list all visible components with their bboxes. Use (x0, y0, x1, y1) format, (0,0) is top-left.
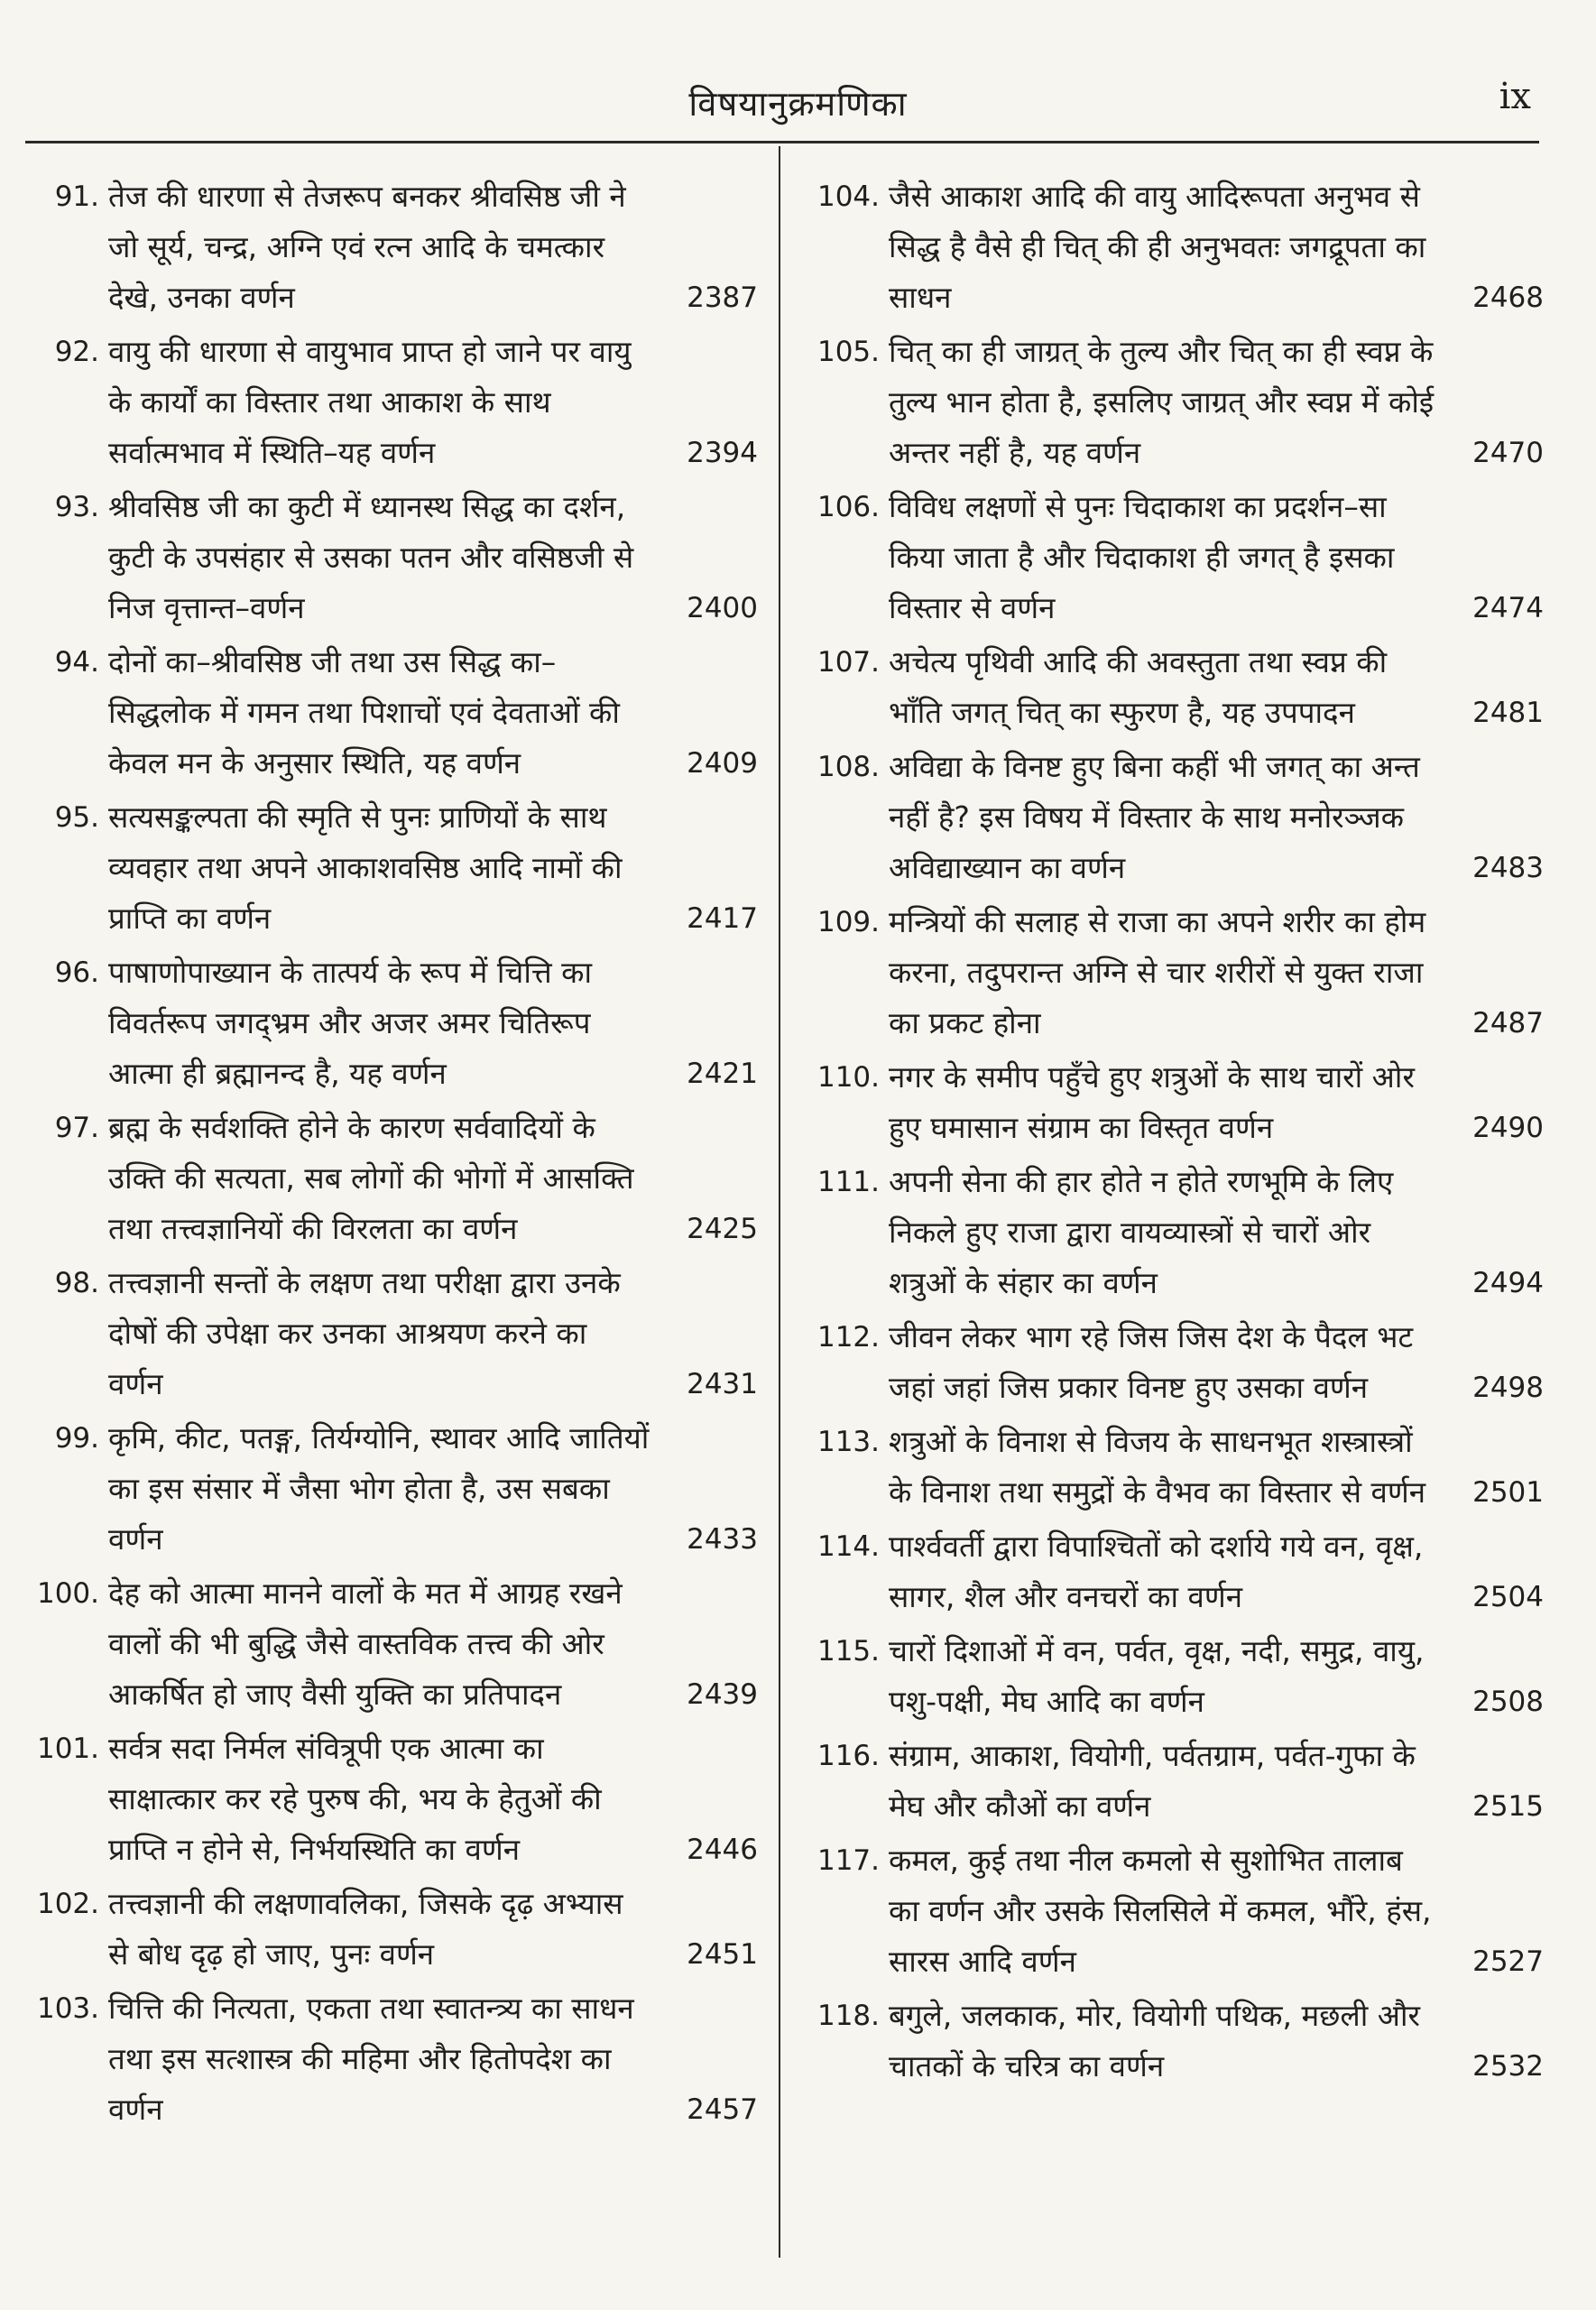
entry-title: नगर के समीप पहुँचे हुए शत्रुओं के साथ चारों ओर हुए घमासान संग्राम का विस्तृत वर्णन (889, 1059, 1415, 1145)
page-header (0, 0, 1596, 135)
entry-page: 2433 (687, 1523, 758, 1556)
entry-page: 2446 (687, 1834, 758, 1866)
entry-page: 2457 (687, 2093, 758, 2126)
entry-title: जीवन लेकर भाग रहे जिस जिस देश के पैदल भट जहां जहां जिस प्रकार विनष्ट हुए उसका वर्णन (889, 1319, 1414, 1405)
entry-page: 2483 (1472, 852, 1544, 884)
entry-page: 2508 (1472, 1686, 1544, 1718)
entry-title: तत्त्वज्ञानी की लक्षणावलिका, जिसके दृढ़ अभ्यास से बोध दृढ़ हो जाए, पुनः वर्णन (108, 1886, 623, 1972)
entry-title: ब्रह्म के सर्वशक्ति होने के कारण सर्ववादियों के उक्ति की सत्यता, सब लोगों की भोगों में आसक्ति तथा तत्त्वज्ञानियों की विरलता का वर्णन (108, 1110, 634, 1246)
entry-title: तेज की धारणा से तेजरूप बनकर श्रीवसिष्ठ जी ने जो सूर्य, चन्द्र, अग्नि एवं रत्न आदि के चमत्कार देखे, उनका वर्णन (108, 179, 626, 315)
entry-title: कृमि, कीट, पतङ्ग, तिर्यग्योनि, स्थावर आदि जातियों का इस संसार में जैसा भोग होता है, उस सबका वर्णन (108, 1420, 650, 1557)
toc-entry (806, 1157, 1544, 1308)
column-divider (779, 146, 780, 2258)
entry-page: 2474 (1472, 592, 1544, 624)
entry-page: 2439 (687, 1678, 758, 1711)
entry-page: 2501 (1472, 1476, 1544, 1509)
entry-number: 118. (816, 2000, 880, 2032)
entry-title: चित् का ही जाग्रत् के तुल्य और चित् का ही स्वप्न के तुल्य भान होता है, इसलिए जाग्रत् और स्वप्न में कोई अन्तर नहीं है, यह वर्णन (889, 334, 1435, 470)
entry-number: 94. (54, 646, 99, 679)
toc-entry (806, 742, 1544, 893)
toc-entry (806, 1991, 1544, 2092)
entry-title: देह को आत्मा मानने वालों के मत में आग्रह रखने वालों की भी बुद्धि जैसे वास्तविक तत्त्व की ओर आकर्षित हो जाए वैसी युक्ति का प्रतिपादन (108, 1575, 623, 1712)
toc-entry (25, 1568, 758, 1720)
toc-entry (806, 897, 1544, 1049)
entry-title: विविध लक्षणों से पुनः चिदाकाश का प्रदर्शन–सा किया जाता है और चिदाकाश ही जगत् है इसका विस्तार से वर्णन (889, 489, 1395, 625)
entry-page: 2504 (1472, 1581, 1544, 1613)
entry-number: 117. (816, 1844, 880, 1877)
page-number: ix (1499, 76, 1531, 117)
entry-title: दोनों का–श्रीवसिष्ठ जी तथा उस सिद्ध का–सिद्धलोक में गमन तथा पिशाचों एवं देवताओं की केवल मन के अनुसार स्थिति, यह वर्णन (108, 644, 620, 781)
entry-page: 2451 (687, 1938, 758, 1971)
entry-number: 95. (54, 801, 99, 834)
entry-page: 2532 (1472, 2050, 1544, 2083)
toc-entry (806, 637, 1544, 738)
toc-entry (25, 947, 758, 1099)
toc-entry (806, 1052, 1544, 1153)
toc-entry (806, 171, 1544, 323)
entry-number: 106. (816, 491, 880, 523)
entry-title: शत्रुओं के विनाश से विजय के साधनभूत शस्त्रास्त्रों के विनाश तथा समुद्रों के वैभव का विस्तार से वर्णन (889, 1424, 1426, 1510)
toc-entry (806, 1417, 1544, 1518)
entry-title: अचेत्य पृथिवी आदि की अवस्तुता तथा स्वप्न की भाँति जगत् चित् का स्फुरण है, यह उपपादन (889, 644, 1388, 730)
toc-left-column (25, 171, 758, 2139)
toc-entry (25, 482, 758, 633)
entry-title: पार्श्ववर्ती द्वारा विपाश्चितों को दर्शाये गये वन, वृक्ष, सागर, शैल और वनचरों का वर्णन (889, 1529, 1424, 1614)
entry-page: 2527 (1472, 1945, 1544, 1978)
toc-entry (806, 482, 1544, 633)
toc-entry (806, 1521, 1544, 1622)
entry-page: 2387 (687, 282, 758, 314)
toc-entry (25, 1879, 758, 1980)
entry-number: 99. (54, 1422, 99, 1455)
entry-number: 105. (816, 336, 880, 368)
entry-page: 2494 (1472, 1267, 1544, 1299)
entry-page: 2394 (687, 437, 758, 469)
entry-number: 93. (54, 491, 99, 523)
toc-entry (25, 1983, 758, 2135)
entry-number: 96. (54, 956, 99, 989)
entry-page: 2470 (1472, 437, 1544, 469)
entry-title: जैसे आकाश आदि की वायु आदिरूपता अनुभव से सिद्ध है वैसे ही चित् की ही अनुभवतः जगद्रूपता का साधन (889, 179, 1426, 315)
entry-title: पाषाणोपाख्यान के तात्पर्य के रूप में चित्ति का विवर्तरूप जगद्भ्रम और अजर अमर चितिरूप आत्मा ही ब्रह्मानन्द है, यह वर्णन (108, 955, 593, 1091)
entry-page: 2498 (1472, 1372, 1544, 1404)
toc-entry (25, 1723, 758, 1875)
entry-title: सत्यसङ्कल्पता की स्मृति से पुनः प्राणियों के साथ व्यवहार तथा अपने आकाशवसिष्ठ आदि नामों की प्राप्ति का वर्णन (108, 799, 623, 936)
entry-number: 112. (816, 1321, 880, 1354)
entry-number: 111. (816, 1166, 880, 1198)
toc-entry (25, 1413, 758, 1565)
entry-page: 2487 (1472, 1007, 1544, 1040)
entry-title: तत्त्वज्ञानी सन्तों के लक्षण तथा परीक्षा द्वारा उनके दोषों की उपेक्षा कर उनका आश्रयण करने का वर्णन (108, 1265, 621, 1401)
entry-page: 2481 (1472, 697, 1544, 729)
entry-number: 91. (54, 180, 99, 213)
entry-page: 2421 (687, 1058, 758, 1090)
entry-title: संग्राम, आकाश, वियोगी, पर्वतग्राम, पर्वत-गुफा के मेघ और कौओं का वर्णन (889, 1738, 1416, 1824)
toc-right-column (806, 171, 1544, 2095)
toc-entry (25, 792, 758, 944)
entry-title: अविद्या के विनष्ट हुए बिना कहीं भी जगत् का अन्त नहीं है? इस विषय में विस्तार के साथ मनोरञ्जक अविद्याख्यान का वर्णन (889, 749, 1420, 885)
entry-number: 108. (816, 751, 880, 783)
entry-page: 2400 (687, 592, 758, 624)
toc-entry (806, 1312, 1544, 1413)
entry-title: अपनी सेना की हार होते न होते रणभूमि के लिए निकले हुए राजा द्वारा वायव्यास्त्रों से चारों ओर शत्रुओं के संहार का वर्णन (889, 1164, 1394, 1300)
entry-number: 101. (36, 1732, 99, 1765)
entry-page: 2468 (1472, 282, 1544, 314)
page-title: विषयानुक्रमणिका (688, 84, 908, 124)
entry-number: 113. (816, 1426, 880, 1458)
entry-number: 103. (36, 1992, 99, 2025)
entry-number: 115. (816, 1635, 880, 1668)
entry-page: 2431 (687, 1368, 758, 1400)
entry-number: 97. (54, 1112, 99, 1144)
entry-page: 2515 (1472, 1790, 1544, 1823)
toc-entry (25, 1258, 758, 1409)
entry-title: चित्ति की नित्यता, एकता तथा स्वातन्त्र्य का साधन तथा इस सत्शास्त्र की महिमा और हितोपदेश का वर्णन (108, 1991, 634, 2127)
entry-number: 98. (54, 1267, 99, 1299)
toc-entry (25, 1103, 758, 1254)
entry-number: 104. (816, 180, 880, 213)
entry-number: 102. (36, 1888, 99, 1920)
entry-title: मन्त्रियों की सलाह से राजा का अपने शरीर का होम करना, तदुपरान्त अग्नि से चार शरीरों से युक्त राजा का प्रकट होना (889, 904, 1426, 1040)
entry-page: 2409 (687, 747, 758, 780)
entry-title: वायु की धारणा से वायुभाव प्राप्त हो जाने पर वायु के कार्यों का विस्तार तथा आकाश के साथ सर्वात्मभाव में स्थिति–यह वर्णन (108, 334, 632, 470)
toc-entry (806, 1835, 1544, 1987)
toc-entry (806, 1731, 1544, 1832)
entry-number: 110. (816, 1061, 880, 1094)
entry-number: 92. (54, 336, 99, 368)
entry-number: 109. (816, 906, 880, 938)
header-rule (25, 141, 1539, 143)
entry-title: सर्वत्र सदा निर्मल संवित्रूपी एक आत्मा का साक्षात्कार कर रहे पुरुष की, भय के हेतुओं की प्राप्ति न होने से, निर्भयस्थिति का वर्णन (108, 1731, 602, 1867)
entry-page: 2425 (687, 1213, 758, 1245)
entry-number: 114. (816, 1530, 880, 1563)
toc-entry (25, 637, 758, 789)
toc-entry (25, 327, 758, 478)
entry-number: 107. (816, 646, 880, 679)
entry-number: 116. (816, 1740, 880, 1772)
entry-title: बगुले, जलकाक, मोर, वियोगी पथिक, मछली और चातकों के चरित्र का वर्णन (889, 1998, 1421, 2084)
toc-entry (25, 171, 758, 323)
toc-entry (806, 1626, 1544, 1727)
entry-number: 100. (36, 1577, 99, 1610)
entry-page: 2417 (687, 902, 758, 935)
toc-entry (806, 327, 1544, 478)
entry-page: 2490 (1472, 1112, 1544, 1144)
entry-title: चारों दिशाओं में वन, पर्वत, वृक्ष, नदी, समुद्र, वायु, पशु-पक्षी, मेघ आदि का वर्णन (889, 1633, 1425, 1719)
entry-title: श्रीवसिष्ठ जी का कुटी में ध्यानस्थ सिद्ध का दर्शन, कुटी के उपसंहार से उसका पतन और वसिष्ठजी से निज वृत्तान्त–वर्णन (108, 489, 634, 625)
entry-title: कमल, कुई तथा नील कमलो से सुशोभित तालाब का वर्णन और उसके सिलसिले में कमल, भौंरे, हंस, सारस आदि वर्णन (889, 1843, 1432, 1979)
